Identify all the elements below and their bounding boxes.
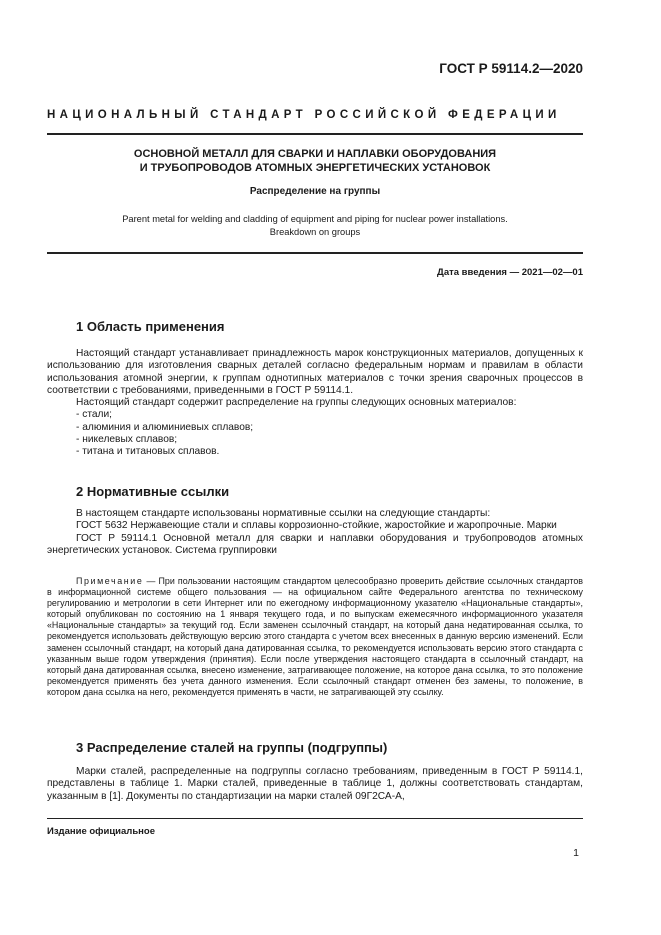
english-title-line-1: Parent metal for welding and cladding of equipment and piping for nuclear power installations.	[122, 214, 508, 224]
section-3-heading: 3 Распределение сталей на группы (подгруппы)	[76, 740, 388, 755]
edition-label: Издание официальное	[47, 826, 155, 837]
title-rule	[47, 252, 583, 254]
section-2-heading: 2 Нормативные ссылки	[76, 484, 230, 499]
paragraph: Настоящий стандарт устанавливает принадлежность марок конструкционных материалов, допущенных к использованию для изготовления сварных деталей согласно федеральным нормам и правилам в области использования атомной энергии, к группам однотипных материалов с точки зрения сварочных процессов в соответствии с требованиями, приведенными в ГОСТ Р 59114.1.	[47, 348, 583, 396]
list-item: - титана и титановых сплавов.	[76, 446, 220, 458]
note-text: — При пользовании настоящим стандартом целесообразно проверить действие ссылочных стандартов в информационной системе общего пользования — на официальном сайте Федерального агентства по техническому регулированию и метрологии в сети Интернет или по ежегодному информационному указателю «Национальные стандарты», который опубликован по состоянию на 1 января текущего года, и по выпускам ежемесячного информационного указателя «Национальные стандарты» за текущий год. Если заменен ссылочный стандарт, на который дана недатированная ссылка, то рекомендуется использовать действующую версию этого стандарта с учетом всех внесенных в данную версию изменений. Если заменен ссылочный стандарт, на который дана датированная ссылка, то рекомендуется использовать версию этого стандарта с указанным выше годом утверждения (принятия). Если после утверждения настоящего стандарта в ссылочный стандарт, на который дана датированная ссылка, внесено изменение, затрагивающее положение, на которое дана ссылка, то это положение рекомендуется применять без учета данного изменения. Если ссылочный стандарт отменен без замены, то положение, в котором дана ссылка на него, рекомендуется применять в части, не затрагивающей эту ссылку.	[47, 576, 584, 697]
title-line-1: ОСНОВНОЙ МЕТАЛЛ ДЛЯ СВАРКИ И НАПЛАВКИ ОБОРУДОВАНИЯ	[133, 148, 497, 160]
reference-gost-5632: ГОСТ 5632 Нержавеющие стали и сплавы коррозионно-стойкие, жаростойкие и жаропрочные. Марки	[76, 520, 557, 532]
list-item: - алюминия и алюминиевых сплавов;	[76, 421, 254, 433]
gost-number: ГОСТ Р 59114.2—2020	[439, 61, 583, 76]
note-label: Примечание	[76, 576, 144, 586]
english-title	[47, 213, 583, 239]
section-1-heading: 1 Область применения	[76, 319, 225, 334]
section-1-body	[47, 348, 583, 459]
list-item: - стали;	[76, 409, 112, 421]
introduction-date: Дата введения — 2021—02—01	[437, 267, 583, 278]
page-number: 1	[573, 847, 579, 859]
document-title	[47, 147, 583, 175]
paragraph: В настоящем стандарте использованы нормативные ссылки на следующие стандарты:	[76, 508, 491, 519]
footer-rule	[47, 818, 583, 819]
list-item: - никелевых сплавов;	[76, 434, 178, 446]
document-subtitle: Распределение на группы	[249, 186, 381, 197]
reference-gost-59114-1: ГОСТ Р 59114.1 Основной металл для сварки и наплавки оборудования и трубопроводов атомных энергетических установок. Система группировки	[47, 532, 583, 556]
section-3-body	[47, 766, 583, 803]
paragraph: Марки сталей, распределенные на подгруппы согласно требованиям, приведенным в ГОСТ Р 59114.1, представлены в таблице 1. Марки сталей, приведенные в таблице 1, должны соответствовать стандартам, указанным в [1]. Документы по стандартизации на марки сталей 09Г2СА-А,	[47, 766, 583, 802]
national-standard-heading: НАЦИОНАЛЬНЫЙ СТАНДАРТ РОССИЙСКОЙ ФЕДЕРАЦИИ	[47, 109, 561, 121]
english-title-line-2: Breakdown on groups	[269, 227, 361, 237]
paragraph: Настоящий стандарт содержит распределение на группы следующих основных материалов:	[76, 397, 517, 409]
note	[47, 576, 583, 698]
header-rule	[47, 133, 583, 135]
title-line-2: И ТРУБОПРОВОДОВ АТОМНЫХ ЭНЕРГЕТИЧЕСКИХ УСТАНОВОК	[139, 162, 491, 174]
section-2-body	[47, 508, 583, 557]
